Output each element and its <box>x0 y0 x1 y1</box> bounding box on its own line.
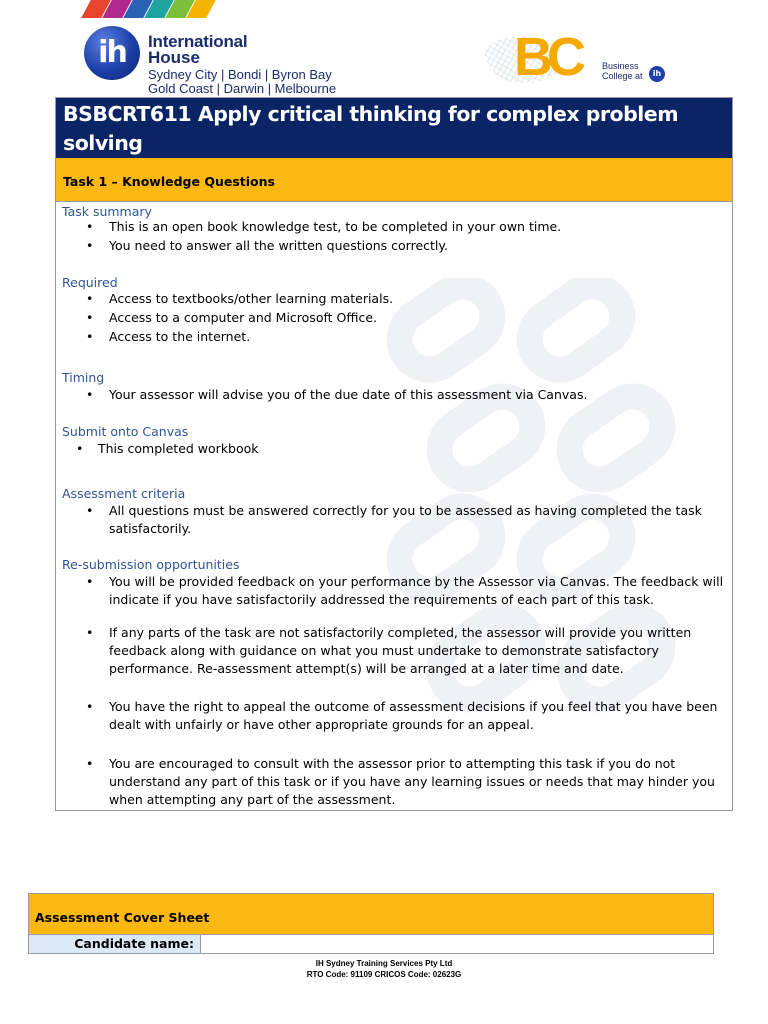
bullet: • <box>86 291 94 306</box>
bullet: • <box>86 238 94 253</box>
candidate-name-row <box>29 935 713 953</box>
bullet: • <box>86 503 94 518</box>
ih-cities-line1: Sydney City | Bondi | Byron Bay <box>148 67 332 82</box>
list-item: Access to a computer and Microsoft Office. <box>109 310 377 325</box>
cover-sheet-heading-bar <box>29 894 713 935</box>
cover-sheet-heading: Assessment Cover Sheet <box>35 910 210 925</box>
bc-caption-line2: College at <box>602 71 643 81</box>
list-item: You have the right to appeal the outcome of assessment decisions if you feel that you have been dealt with unfairly or have other appropriate grounds for an appeal. <box>109 699 718 732</box>
bc-ih-badge: ih <box>649 66 665 82</box>
bullet: • <box>76 441 84 456</box>
section-heading-criteria: Assessment criteria <box>62 486 186 501</box>
list-item: Access to textbooks/other learning materials. <box>109 291 394 306</box>
ih-cities-line2: Gold Coast | Darwin | Melbourne <box>148 81 337 96</box>
task-info-box <box>55 97 733 811</box>
assessment-cover-sheet <box>28 893 714 954</box>
bc-logo-letters: BC <box>514 27 580 87</box>
bullet: • <box>86 699 94 714</box>
ih-logo <box>84 26 140 80</box>
list-item: You are encouraged to consult with the assessor prior to attempting this task if you do not understand any part of this task or if you have any learning issues or needs that may hinder you when attempting any part of the assessment. <box>109 756 715 807</box>
color-stripes <box>86 0 212 18</box>
footer-company: IH Sydney Training Services Pty Ltd <box>315 959 453 968</box>
section-heading-resubmission: Re-submission opportunities <box>62 557 240 572</box>
bullet: • <box>86 574 94 589</box>
bullet: • <box>86 756 94 771</box>
section-heading-submit: Submit onto Canvas <box>62 424 189 439</box>
list-item: If any parts of the task are not satisfactorily completed, the assessor will provide you written feedback along with guidance on what you must undertake to demonstrate satisfactory performance. Re-assessment attempt(s) will be arranged at a later time and date. <box>109 625 692 676</box>
candidate-name-label: Candidate name: <box>29 935 201 953</box>
bullet: • <box>86 329 94 344</box>
section-heading-task-summary: Task summary <box>62 204 152 219</box>
page-title: BSBCRT611 Apply critical thinking for complex problem solving <box>63 102 679 155</box>
page-footer <box>0 958 768 980</box>
ih-name-line1: International <box>148 32 248 51</box>
list-item: This completed workbook <box>98 441 259 456</box>
task-heading-bar <box>56 158 732 202</box>
bullet: • <box>86 219 94 234</box>
list-item: You will be provided feedback on your performance by the Assessor via Canvas. The feedback will indicate if you have satisfactorily addressed the requirements of each part of this task. <box>109 574 724 607</box>
list-item: Access to the internet. <box>109 329 251 344</box>
task-heading: Task 1 – Knowledge Questions <box>63 174 275 189</box>
section-heading-timing: Timing <box>62 370 105 385</box>
title-bar <box>56 98 732 158</box>
candidate-name-field[interactable] <box>201 935 713 953</box>
list-item: Your assessor will advise you of the due date of this assessment via Canvas. <box>109 387 588 402</box>
list-item: All questions must be answered correctly for you to be assessed as having completed the task satisfactorily. <box>109 503 702 536</box>
list-item: This is an open book knowledge test, to be completed in your own time. <box>109 219 562 234</box>
list-item: You need to answer all the written questions correctly. <box>109 238 448 253</box>
bullet: • <box>86 310 94 325</box>
bc-caption-line1: Business <box>602 61 639 71</box>
footer-codes: RTO Code: 91109 CRICOS Code: 02623G <box>306 970 462 979</box>
ih-cities <box>148 68 336 96</box>
section-heading-required: Required <box>62 275 118 290</box>
ih-name-line2: House <box>148 48 200 67</box>
bc-caption <box>602 61 643 81</box>
bullet: • <box>86 387 94 402</box>
ih-logo-text: ih <box>98 35 126 70</box>
bullet: • <box>86 625 94 640</box>
ih-name <box>148 34 247 66</box>
